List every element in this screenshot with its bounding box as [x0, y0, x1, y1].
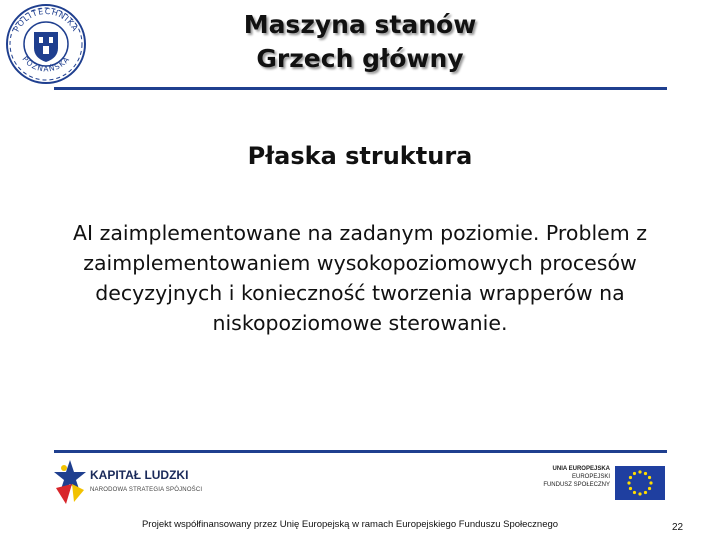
title-line-1: Maszyna stanów: [243, 10, 477, 39]
eu-line-1: UNIA EUROPEJSKA: [552, 466, 610, 472]
eu-star: [638, 492, 641, 495]
eu-star: [633, 491, 636, 494]
eu-star: [644, 472, 647, 475]
eu-star: [648, 487, 651, 490]
eu-star: [648, 476, 651, 479]
eu-star: [629, 476, 632, 479]
title-line-2: Grzech główny: [256, 44, 464, 73]
eu-line-2: EUROPEJSKI: [571, 474, 610, 480]
eu-star: [649, 481, 652, 484]
title-divider: [54, 87, 667, 90]
kapital-ludzki-logo: [52, 458, 202, 506]
body-paragraph: AI zaimplementowane na zadanym poziomie. Problem z zaimplementowaniem wysokopoziomowych procesów decyzyjnych i konieczność tworzenia wrapperów na niskopoziomowe sterowanie.: [72, 221, 648, 335]
eu-star: [629, 487, 632, 490]
kl-title: KAPITAŁ LUDZKI: [90, 468, 189, 482]
seal-text-top: POLITECHNIKA: [11, 6, 80, 34]
eu-star: [633, 472, 636, 475]
eu-line-3: FUNDUSZ SPOŁECZNY: [543, 482, 610, 488]
kl-subtitle: NARODOWA STRATEGIA SPÓJNOŚCI: [90, 487, 203, 493]
eu-star: [644, 491, 647, 494]
eu-flag-icon: [615, 466, 665, 500]
footer-divider: [54, 450, 667, 453]
page-number: 22: [672, 522, 684, 533]
seal-text-bottom: POZNAŃSKA: [20, 54, 72, 74]
svg-text:POLITECHNIKA: [12, 7, 80, 34]
eu-logo: [530, 465, 668, 501]
slide-title: [150, 8, 570, 76]
eu-star: [638, 470, 641, 473]
eu-star: [627, 481, 630, 484]
eu-text: [530, 465, 610, 489]
funding-note: Projekt współfinansowany przez Unię Europejską w ramach Europejskiego Funduszu Społecznego: [141, 519, 559, 530]
university-seal-icon: [4, 2, 88, 86]
kapital-ludzki-logo-icon: [52, 458, 88, 506]
section-heading: Płaska struktura: [247, 142, 473, 170]
